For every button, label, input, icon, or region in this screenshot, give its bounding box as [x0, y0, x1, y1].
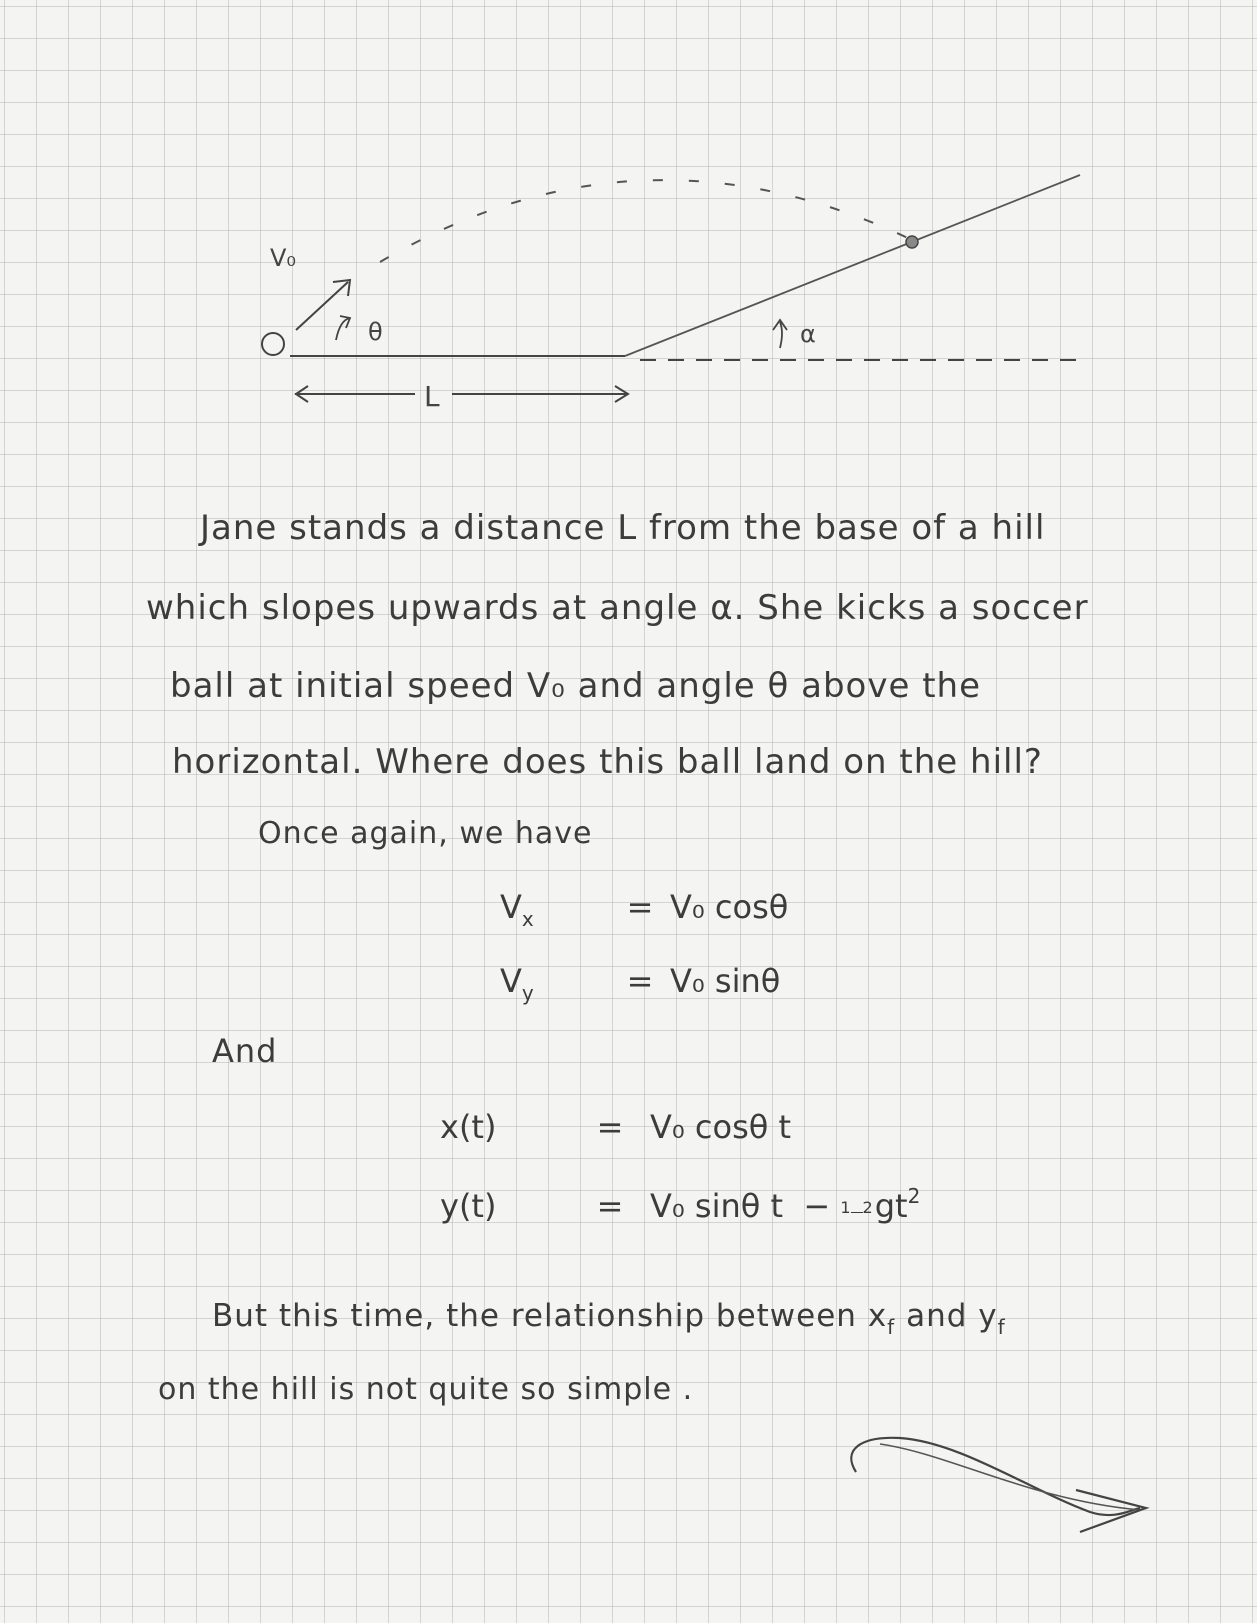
closing-line-2: on the hill is not quite so simple .: [158, 1372, 694, 1407]
yt-lhs: y(t): [440, 1187, 497, 1225]
one-half-fraction: 1 2: [840, 1198, 873, 1217]
velocity-y-equation: [500, 962, 780, 1005]
position-x-equation: [440, 1108, 791, 1146]
projectile-diagram: [0, 0, 1257, 460]
yt-rhs-tail: gt: [874, 1187, 908, 1225]
alpha-label: α: [800, 320, 816, 348]
xt-rhs: V₀ cosθ t: [650, 1108, 792, 1146]
yt-rhs-sup: 2: [907, 1184, 921, 1208]
continue-arrow-icon: [840, 1410, 1170, 1540]
and-label: And: [212, 1032, 278, 1070]
vy-equals: =: [626, 962, 654, 1000]
problem-line-2: which slopes upwards at angle α. She kicks a soccer: [146, 588, 1089, 628]
l-label: L: [424, 380, 440, 413]
trajectory-path: [380, 180, 912, 262]
alpha-arc-arrowhead-icon: [773, 320, 787, 330]
ball-start-icon: [262, 333, 284, 355]
v0-label: V₀: [270, 244, 297, 272]
work-intro: Once again, we have: [258, 816, 593, 851]
vy-lhs: Vy: [500, 962, 534, 1005]
velocity-x-equation: [500, 888, 788, 931]
ball-landing-icon: [906, 236, 918, 248]
yt-equals: =: [596, 1187, 624, 1225]
problem-line-4: horizontal. Where does this ball land on the hill?: [172, 742, 1043, 782]
xt-equals: =: [596, 1108, 624, 1146]
theta-label: θ: [368, 318, 383, 346]
closing-line-1: But this time, the relationship between $x_f$ and $y_f$: [212, 1298, 1006, 1339]
yt-rhs-main: V₀ sinθ t −: [650, 1187, 831, 1225]
vx-equals: =: [626, 888, 654, 926]
position-y-equation: [440, 1184, 920, 1225]
problem-line-1: Jane stands a distance L from the base of a hill: [200, 508, 1046, 548]
vy-rhs: V₀ sinθ: [670, 962, 781, 1000]
xt-lhs: x(t): [440, 1108, 497, 1146]
problem-line-3: ball at initial speed V₀ and angle θ above the: [170, 666, 981, 706]
hill-slope: [625, 175, 1080, 356]
velocity-arrow: [296, 282, 348, 330]
xf-symbol: $x_f$: [867, 1298, 896, 1339]
alpha-arc-icon: [780, 322, 782, 348]
vx-rhs: V₀ cosθ: [670, 888, 789, 926]
yf-symbol: $y_f$: [978, 1298, 1006, 1339]
vx-lhs: Vx: [500, 888, 534, 931]
